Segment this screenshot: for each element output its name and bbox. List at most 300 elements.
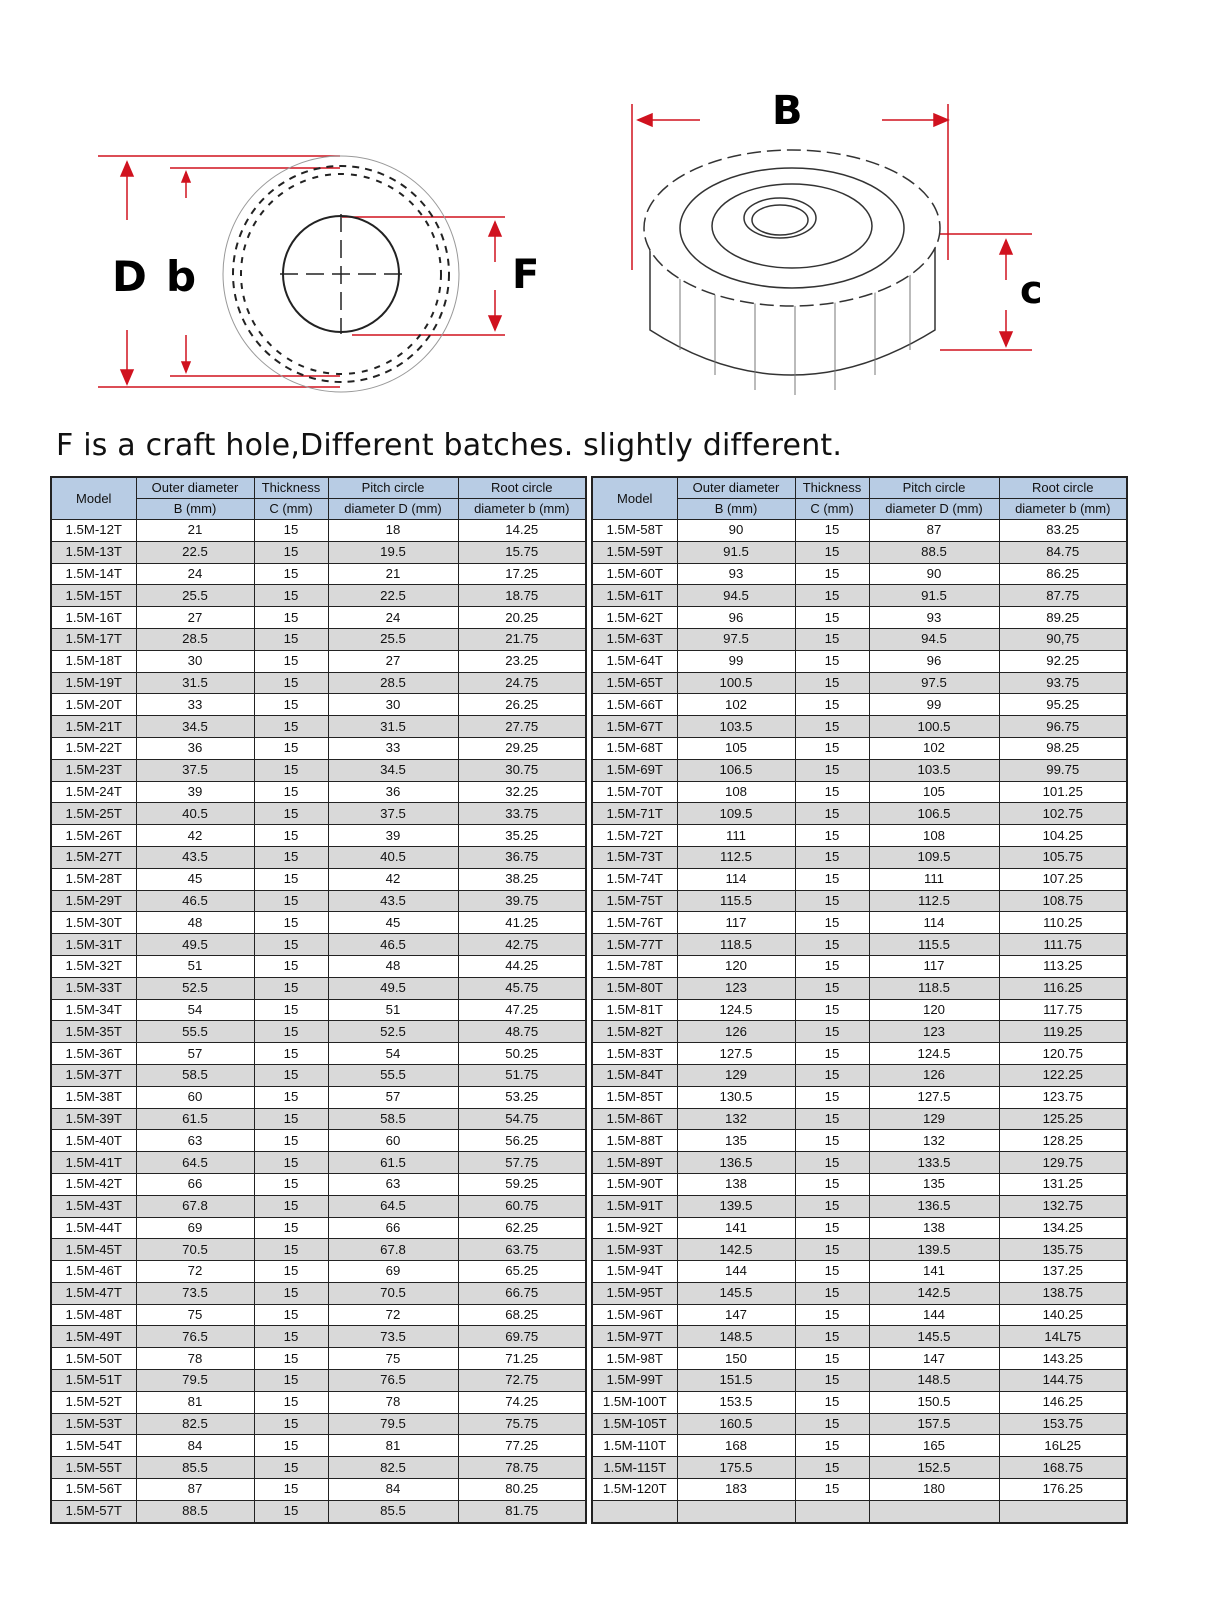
cell-pitch-diameter: 117 — [869, 955, 999, 977]
table-row — [51, 1195, 586, 1217]
cell-pitch-diameter: 42 — [328, 868, 458, 890]
cell-outer-diameter: 81 — [136, 1391, 254, 1413]
cell-outer-diameter: 132 — [677, 1108, 795, 1130]
table-row — [51, 585, 586, 607]
cell-pitch-diameter: 52.5 — [328, 1021, 458, 1043]
cell-pitch-diameter: 106.5 — [869, 803, 999, 825]
cell-root-diameter: 135.75 — [999, 1239, 1127, 1261]
cell-outer-diameter: 103.5 — [677, 716, 795, 738]
cell-model: 1.5M-40T — [51, 1130, 136, 1152]
cell-pitch-diameter: 139.5 — [869, 1239, 999, 1261]
table-row — [51, 825, 586, 847]
cell-root-diameter: 20.25 — [458, 607, 586, 629]
cell-thickness: 15 — [795, 1217, 869, 1239]
cell-thickness: 15 — [254, 1370, 328, 1392]
cell-outer-diameter: 88.5 — [136, 1500, 254, 1522]
label-D: D — [112, 252, 147, 301]
cell-thickness: 15 — [795, 803, 869, 825]
cell-model: 1.5M-69T — [592, 759, 677, 781]
table-row — [51, 955, 586, 977]
cell-root-diameter: 44.25 — [458, 955, 586, 977]
table-row — [592, 1064, 1127, 1086]
cell-thickness: 15 — [795, 1043, 869, 1065]
cell-thickness: 15 — [254, 1043, 328, 1065]
cell-pitch-diameter: 54 — [328, 1043, 458, 1065]
cell-thickness: 15 — [795, 1064, 869, 1086]
cell-root-diameter: 168.75 — [999, 1457, 1127, 1479]
cell-model: 1.5M-34T — [51, 999, 136, 1021]
cell-root-diameter: 122.25 — [999, 1064, 1127, 1086]
cell-model: 1.5M-63T — [592, 628, 677, 650]
table-row — [592, 1108, 1127, 1130]
cell-root-diameter: 129.75 — [999, 1152, 1127, 1174]
cell-outer-diameter: 22.5 — [136, 541, 254, 563]
cell-root-diameter: 47.25 — [458, 999, 586, 1021]
cell-model: 1.5M-65T — [592, 672, 677, 694]
table-row — [592, 1152, 1127, 1174]
cell-thickness: 15 — [795, 737, 869, 759]
cell-root-diameter: 51.75 — [458, 1064, 586, 1086]
cell-root-diameter: 95.25 — [999, 694, 1127, 716]
header-pitch-circle: Pitch circle — [869, 477, 999, 499]
cell-model: 1.5M-67T — [592, 716, 677, 738]
cell-pitch-diameter: 45 — [328, 912, 458, 934]
cell-thickness: 15 — [254, 1391, 328, 1413]
cell-model: 1.5M-77T — [592, 934, 677, 956]
cell-thickness: 15 — [795, 955, 869, 977]
table-row — [51, 1108, 586, 1130]
cell-root-diameter: 138.75 — [999, 1282, 1127, 1304]
cell-pitch-diameter: 33 — [328, 737, 458, 759]
header-outer-unit: B (mm) — [136, 499, 254, 520]
cell-root-diameter: 14.25 — [458, 520, 586, 542]
cell-model: 1.5M-110T — [592, 1435, 677, 1457]
cell-model: 1.5M-32T — [51, 955, 136, 977]
cell-pitch-diameter: 81 — [328, 1435, 458, 1457]
cell-outer-diameter: 30 — [136, 650, 254, 672]
table-row — [592, 934, 1127, 956]
cell-pitch-diameter: 152.5 — [869, 1457, 999, 1479]
cell-outer-diameter: 54 — [136, 999, 254, 1021]
cell-thickness: 15 — [254, 1239, 328, 1261]
cell-root-diameter: 77.25 — [458, 1435, 586, 1457]
cell-outer-diameter — [677, 1500, 795, 1522]
header-thickness-unit: C (mm) — [254, 499, 328, 520]
cell-pitch-diameter: 19.5 — [328, 541, 458, 563]
cell-root-diameter: 57.75 — [458, 1152, 586, 1174]
cell-model: 1.5M-36T — [51, 1043, 136, 1065]
cell-thickness: 15 — [254, 650, 328, 672]
cell-pitch-diameter: 87 — [869, 520, 999, 542]
cell-pitch-diameter: 97.5 — [869, 672, 999, 694]
cell-thickness: 15 — [254, 1173, 328, 1195]
cell-pitch-diameter: 79.5 — [328, 1413, 458, 1435]
cell-root-diameter: 23.25 — [458, 650, 586, 672]
cell-root-diameter: 63.75 — [458, 1239, 586, 1261]
cell-outer-diameter: 139.5 — [677, 1195, 795, 1217]
cell-pitch-diameter: 22.5 — [328, 585, 458, 607]
table-row — [592, 955, 1127, 977]
table-row — [51, 716, 586, 738]
cell-model: 1.5M-97T — [592, 1326, 677, 1348]
table-row — [51, 1239, 586, 1261]
cell-root-diameter: 131.25 — [999, 1173, 1127, 1195]
cell-root-diameter: 111.75 — [999, 934, 1127, 956]
cell-root-diameter: 59.25 — [458, 1173, 586, 1195]
cell-outer-diameter: 136.5 — [677, 1152, 795, 1174]
cell-pitch-diameter: 51 — [328, 999, 458, 1021]
cell-root-diameter: 26.25 — [458, 694, 586, 716]
cell-model: 1.5M-52T — [51, 1391, 136, 1413]
cell-thickness: 15 — [795, 716, 869, 738]
cell-root-diameter: 60.75 — [458, 1195, 586, 1217]
cell-thickness: 15 — [254, 1457, 328, 1479]
cell-outer-diameter: 70.5 — [136, 1239, 254, 1261]
cell-model: 1.5M-96T — [592, 1304, 677, 1326]
cell-root-diameter: 84.75 — [999, 541, 1127, 563]
cell-pitch-diameter: 109.5 — [869, 846, 999, 868]
cell-pitch-diameter: 84 — [328, 1479, 458, 1501]
cell-root-diameter: 110.25 — [999, 912, 1127, 934]
cell-thickness: 15 — [795, 1326, 869, 1348]
cell-pitch-diameter: 145.5 — [869, 1326, 999, 1348]
cell-outer-diameter: 79.5 — [136, 1370, 254, 1392]
cell-root-diameter: 68.25 — [458, 1304, 586, 1326]
cell-thickness: 15 — [795, 1130, 869, 1152]
cell-pitch-diameter: 55.5 — [328, 1064, 458, 1086]
cell-model: 1.5M-27T — [51, 846, 136, 868]
cell-root-diameter: 24.75 — [458, 672, 586, 694]
cell-model: 1.5M-98T — [592, 1348, 677, 1370]
cell-model: 1.5M-42T — [51, 1173, 136, 1195]
table-row — [592, 1370, 1127, 1392]
cell-model: 1.5M-38T — [51, 1086, 136, 1108]
cell-thickness: 15 — [795, 585, 869, 607]
cell-outer-diameter: 64.5 — [136, 1152, 254, 1174]
cell-root-diameter: 62.25 — [458, 1217, 586, 1239]
cell-root-diameter: 93.75 — [999, 672, 1127, 694]
cell-model: 1.5M-89T — [592, 1152, 677, 1174]
header-thickness: Thickness — [795, 477, 869, 499]
cell-pitch-diameter: 141 — [869, 1261, 999, 1283]
cell-model: 1.5M-54T — [51, 1435, 136, 1457]
cell-model: 1.5M-88T — [592, 1130, 677, 1152]
cell-thickness: 15 — [795, 868, 869, 890]
cell-pitch-diameter: 69 — [328, 1261, 458, 1283]
cell-root-diameter: 29.25 — [458, 737, 586, 759]
cell-model: 1.5M-76T — [592, 912, 677, 934]
cell-pitch-diameter: 136.5 — [869, 1195, 999, 1217]
cell-model — [592, 1500, 677, 1522]
cell-outer-diameter: 120 — [677, 955, 795, 977]
cell-pitch-diameter: 112.5 — [869, 890, 999, 912]
cell-model: 1.5M-12T — [51, 520, 136, 542]
header-pitch-circle: Pitch circle — [328, 477, 458, 499]
cell-thickness: 15 — [795, 1108, 869, 1130]
cell-thickness: 15 — [795, 1261, 869, 1283]
cell-model: 1.5M-46T — [51, 1261, 136, 1283]
cell-root-diameter: 48.75 — [458, 1021, 586, 1043]
table-row — [51, 1086, 586, 1108]
cell-model: 1.5M-48T — [51, 1304, 136, 1326]
cell-pitch-diameter: 138 — [869, 1217, 999, 1239]
header-root-circle: Root circle — [999, 477, 1127, 499]
cell-model: 1.5M-19T — [51, 672, 136, 694]
cell-thickness: 15 — [795, 1348, 869, 1370]
cell-outer-diameter: 142.5 — [677, 1239, 795, 1261]
cell-root-diameter: 15.75 — [458, 541, 586, 563]
cell-root-diameter: 99.75 — [999, 759, 1127, 781]
cell-pitch-diameter: 82.5 — [328, 1457, 458, 1479]
cell-root-diameter: 81.75 — [458, 1500, 586, 1522]
cell-thickness: 15 — [795, 846, 869, 868]
cell-outer-diameter: 144 — [677, 1261, 795, 1283]
cell-outer-diameter: 124.5 — [677, 999, 795, 1021]
cell-pitch-diameter: 91.5 — [869, 585, 999, 607]
cell-outer-diameter: 39 — [136, 781, 254, 803]
header-thickness-unit: C (mm) — [795, 499, 869, 520]
cell-thickness: 15 — [254, 737, 328, 759]
cell-outer-diameter: 148.5 — [677, 1326, 795, 1348]
cell-pitch-diameter: 27 — [328, 650, 458, 672]
table-row — [592, 912, 1127, 934]
cell-pitch-diameter: 78 — [328, 1391, 458, 1413]
cell-thickness: 15 — [795, 825, 869, 847]
cell-model: 1.5M-90T — [592, 1173, 677, 1195]
cell-pitch-diameter: 93 — [869, 607, 999, 629]
cell-outer-diameter: 82.5 — [136, 1413, 254, 1435]
cell-root-diameter: 98.25 — [999, 737, 1127, 759]
cell-root-diameter: 74.25 — [458, 1391, 586, 1413]
cell-thickness: 15 — [795, 1391, 869, 1413]
cell-model: 1.5M-86T — [592, 1108, 677, 1130]
cell-pitch-diameter: 120 — [869, 999, 999, 1021]
cell-thickness: 15 — [254, 1195, 328, 1217]
cell-outer-diameter: 43.5 — [136, 846, 254, 868]
cell-outer-diameter: 130.5 — [677, 1086, 795, 1108]
table-row — [592, 563, 1127, 585]
cell-model: 1.5M-66T — [592, 694, 677, 716]
table-row — [51, 1457, 586, 1479]
cell-pitch-diameter: 73.5 — [328, 1326, 458, 1348]
cell-outer-diameter: 45 — [136, 868, 254, 890]
cell-outer-diameter: 111 — [677, 825, 795, 847]
cell-thickness: 15 — [254, 541, 328, 563]
cell-pitch-diameter: 126 — [869, 1064, 999, 1086]
table-row — [592, 650, 1127, 672]
cell-model: 1.5M-55T — [51, 1457, 136, 1479]
cell-pitch-diameter: 150.5 — [869, 1391, 999, 1413]
cell-pitch-diameter: 102 — [869, 737, 999, 759]
cell-root-diameter: 120.75 — [999, 1043, 1127, 1065]
cell-thickness: 15 — [254, 672, 328, 694]
cell-model: 1.5M-47T — [51, 1282, 136, 1304]
table-row — [592, 694, 1127, 716]
cell-thickness: 15 — [795, 1457, 869, 1479]
cell-outer-diameter: 84 — [136, 1435, 254, 1457]
cell-pitch-diameter: 61.5 — [328, 1152, 458, 1174]
cell-root-diameter: 105.75 — [999, 846, 1127, 868]
cell-root-diameter: 102.75 — [999, 803, 1127, 825]
table-row — [592, 1173, 1127, 1195]
cell-pitch-diameter: 85.5 — [328, 1500, 458, 1522]
cell-pitch-diameter: 36 — [328, 781, 458, 803]
craft-hole-note: F is a craft hole,Different batches. slightly different. — [56, 428, 843, 463]
cell-thickness: 15 — [795, 541, 869, 563]
cell-pitch-diameter: 46.5 — [328, 934, 458, 956]
spec-table-right-body — [592, 520, 1127, 1523]
cell-thickness: 15 — [254, 1064, 328, 1086]
table-row — [51, 1391, 586, 1413]
cell-outer-diameter: 100.5 — [677, 672, 795, 694]
cell-thickness: 15 — [795, 1152, 869, 1174]
cell-outer-diameter: 75 — [136, 1304, 254, 1326]
cell-root-diameter: 146.25 — [999, 1391, 1127, 1413]
cell-thickness: 15 — [254, 759, 328, 781]
cell-pitch-diameter: 37.5 — [328, 803, 458, 825]
cell-thickness: 15 — [254, 628, 328, 650]
table-row — [51, 868, 586, 890]
cell-pitch-diameter: 70.5 — [328, 1282, 458, 1304]
cell-root-diameter: 69.75 — [458, 1326, 586, 1348]
cell-thickness: 15 — [254, 1086, 328, 1108]
cell-model: 1.5M-14T — [51, 563, 136, 585]
cell-pitch-diameter: 88.5 — [869, 541, 999, 563]
cell-thickness: 15 — [795, 759, 869, 781]
cell-model: 1.5M-51T — [51, 1370, 136, 1392]
cell-pitch-diameter: 103.5 — [869, 759, 999, 781]
cell-outer-diameter: 150 — [677, 1348, 795, 1370]
cell-pitch-diameter: 127.5 — [869, 1086, 999, 1108]
table-row — [51, 737, 586, 759]
cell-pitch-diameter: 142.5 — [869, 1282, 999, 1304]
cell-pitch-diameter: 58.5 — [328, 1108, 458, 1130]
cell-pitch-diameter: 157.5 — [869, 1413, 999, 1435]
table-row — [51, 1479, 586, 1501]
cell-model: 1.5M-35T — [51, 1021, 136, 1043]
cell-root-diameter: 65.25 — [458, 1261, 586, 1283]
cell-thickness — [795, 1500, 869, 1522]
cell-thickness: 15 — [254, 1152, 328, 1174]
cell-outer-diameter: 91.5 — [677, 541, 795, 563]
table-row — [51, 1261, 586, 1283]
table-row — [51, 759, 586, 781]
cell-model: 1.5M-95T — [592, 1282, 677, 1304]
cell-model: 1.5M-16T — [51, 607, 136, 629]
table-row — [51, 1282, 586, 1304]
cell-outer-diameter: 160.5 — [677, 1413, 795, 1435]
cell-outer-diameter: 175.5 — [677, 1457, 795, 1479]
cell-outer-diameter: 69 — [136, 1217, 254, 1239]
cell-pitch-diameter: 124.5 — [869, 1043, 999, 1065]
cell-model: 1.5M-60T — [592, 563, 677, 585]
cell-pitch-diameter: 115.5 — [869, 934, 999, 956]
header-outer-diameter: Outer diameter — [136, 477, 254, 499]
cell-thickness: 15 — [254, 1282, 328, 1304]
cell-root-diameter: 140.25 — [999, 1304, 1127, 1326]
cell-thickness: 15 — [795, 1239, 869, 1261]
table-row — [51, 781, 586, 803]
cell-root-diameter: 107.25 — [999, 868, 1127, 890]
cell-pitch-diameter: 135 — [869, 1173, 999, 1195]
cell-pitch-diameter: 105 — [869, 781, 999, 803]
cell-model: 1.5M-99T — [592, 1370, 677, 1392]
cell-outer-diameter: 96 — [677, 607, 795, 629]
cell-outer-diameter: 72 — [136, 1261, 254, 1283]
cell-outer-diameter: 36 — [136, 737, 254, 759]
cell-outer-diameter: 105 — [677, 737, 795, 759]
cell-model: 1.5M-93T — [592, 1239, 677, 1261]
cell-pitch-diameter: 118.5 — [869, 977, 999, 999]
cell-pitch-diameter: 60 — [328, 1130, 458, 1152]
cell-pitch-diameter: 129 — [869, 1108, 999, 1130]
cell-root-diameter: 27.75 — [458, 716, 586, 738]
cell-pitch-diameter: 24 — [328, 607, 458, 629]
cell-model: 1.5M-37T — [51, 1064, 136, 1086]
cell-thickness: 15 — [254, 1435, 328, 1457]
cell-root-diameter: 92.25 — [999, 650, 1127, 672]
cell-root-diameter: 116.25 — [999, 977, 1127, 999]
cell-outer-diameter: 102 — [677, 694, 795, 716]
header-outer-unit: B (mm) — [677, 499, 795, 520]
table-row — [592, 1304, 1127, 1326]
cell-thickness: 15 — [254, 934, 328, 956]
cell-root-diameter: 128.25 — [999, 1130, 1127, 1152]
cell-outer-diameter: 114 — [677, 868, 795, 890]
cell-root-diameter: 143.25 — [999, 1348, 1127, 1370]
header-root-unit: diameter b (mm) — [458, 499, 586, 520]
cell-root-diameter: 108.75 — [999, 890, 1127, 912]
table-row — [592, 1086, 1127, 1108]
cell-pitch-diameter: 180 — [869, 1479, 999, 1501]
cell-root-diameter: 66.75 — [458, 1282, 586, 1304]
cell-outer-diameter: 67.8 — [136, 1195, 254, 1217]
cell-outer-diameter: 90 — [677, 520, 795, 542]
cell-root-diameter: 38.25 — [458, 868, 586, 890]
table-row — [51, 650, 586, 672]
cell-model: 1.5M-28T — [51, 868, 136, 890]
cell-thickness: 15 — [795, 781, 869, 803]
cell-model: 1.5M-82T — [592, 1021, 677, 1043]
cell-outer-diameter: 168 — [677, 1435, 795, 1457]
cell-thickness: 15 — [254, 1500, 328, 1522]
header-thickness: Thickness — [254, 477, 328, 499]
cell-root-diameter: 101.25 — [999, 781, 1127, 803]
cell-outer-diameter: 37.5 — [136, 759, 254, 781]
table-row — [592, 781, 1127, 803]
cell-root-diameter: 153.75 — [999, 1413, 1127, 1435]
cell-pitch-diameter: 64.5 — [328, 1195, 458, 1217]
table-row — [51, 1064, 586, 1086]
cell-pitch-diameter: 57 — [328, 1086, 458, 1108]
cell-model: 1.5M-18T — [51, 650, 136, 672]
cell-model: 1.5M-17T — [51, 628, 136, 650]
table-row — [51, 607, 586, 629]
cell-root-diameter: 30.75 — [458, 759, 586, 781]
cell-outer-diameter: 49.5 — [136, 934, 254, 956]
cell-pitch-diameter: 96 — [869, 650, 999, 672]
cell-thickness: 15 — [254, 803, 328, 825]
cell-model: 1.5M-94T — [592, 1261, 677, 1283]
cell-thickness: 15 — [254, 1326, 328, 1348]
cell-model: 1.5M-44T — [51, 1217, 136, 1239]
cell-pitch-diameter: 39 — [328, 825, 458, 847]
gear-3d-diagram — [620, 100, 1080, 410]
cell-outer-diameter: 57 — [136, 1043, 254, 1065]
cell-root-diameter: 144.75 — [999, 1370, 1127, 1392]
table-row — [51, 1413, 586, 1435]
cell-outer-diameter: 51 — [136, 955, 254, 977]
